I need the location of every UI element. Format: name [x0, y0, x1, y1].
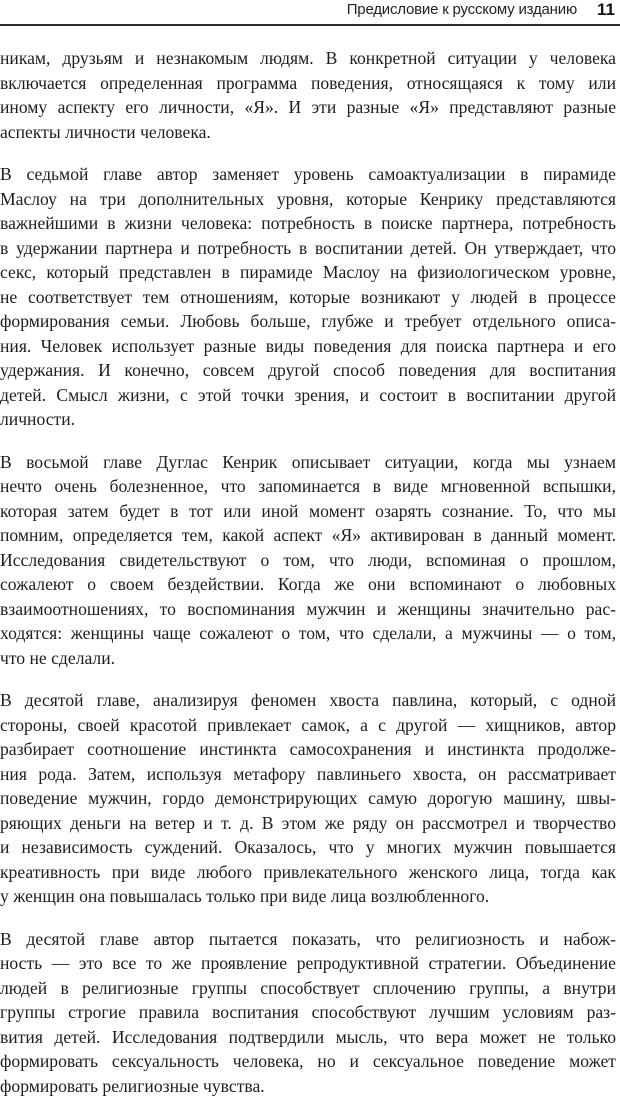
text-line: которая затем будет в тот или иной момент озарять сознание. То, что мы [0, 500, 616, 521]
text-line: личности. [0, 409, 76, 429]
text-line: ния. Человек использует разные виды поведения для поиска партнера и его [0, 335, 616, 356]
text-line: помним, определяется тем, какой аспект «Я» активирован в данный момент. [0, 525, 616, 545]
text-line: ния рода. Затем, используя метафору павлиньего хвоста, он рассматривает [0, 763, 616, 784]
paragraph [0, 688, 616, 909]
text-line: стороны, своей красотой привлекает самок, а с другой — хищников, автор [0, 714, 616, 735]
text-line: формировать сексуальность человека, но и сексуальное поведение может [0, 1051, 616, 1071]
text-line: иному аспекту его личности, «Я». И эти разные «Я» представляют разные [0, 97, 616, 117]
text-line: Маслоу на три дополнительных уровня, которые Кенрику представляются [0, 188, 616, 209]
text-line: сожалеют о своем бездействии. Когда же они вспоминают о любовных [0, 574, 616, 594]
text-line: нечто очень болезненное, что запоминается в виде мгновенной вспышки, [0, 476, 616, 496]
text-line: ность — это все то же проявление репродуктивной стратегии. Объединение [0, 953, 616, 973]
text-line: формирования семьи. Любовь больше, глубже и требует отдельного описа- [0, 311, 616, 331]
paragraph [0, 46, 616, 144]
text-line: формировать религиозные чувства. [0, 1075, 265, 1096]
text-line: включается определенная программа поведения, относящаяся к тому или [0, 72, 616, 93]
text-line: в удержании партнера и потребность в воспитании детей. Он утверждает, что [0, 237, 616, 258]
text-line: креативность при виде любого привлекательного женского лица, тогда как [0, 861, 616, 882]
text-line: секс, который представлен в пирамиде Маслоу на физиологическом уровне, [0, 262, 616, 282]
text-line: что не сделали. [0, 647, 116, 668]
page-number: 11 [597, 0, 615, 19]
text-line: и независимость суждений. Оказалось, что у многих мужчин повышается [0, 837, 616, 857]
text-line: людей в религиозные группы способствует сплочению группы, а внутри [0, 977, 616, 998]
text-line: В десятой главе автор пытается показать, что религиозность и набож- [0, 928, 616, 949]
running-header [0, 0, 620, 26]
text-line: В восьмой главе Дуглас Кенрик описывает ситуации, когда мы узнаем [0, 451, 616, 472]
header-rule [0, 24, 620, 26]
text-line: важнейшими в жизни человека: потребность в поиске партнера, потребность [0, 213, 616, 233]
text-line: у женщин она повышалась только при виде лица возлюбленного. [0, 886, 490, 906]
paragraph [0, 162, 616, 432]
text-line: не соответствует тем отношениям, которые возникают у людей в процессе [0, 286, 616, 307]
text-line: группы строгие правила воспитания способствуют лучшим условиям раз- [0, 1002, 616, 1022]
text-line: В седьмой главе автор заменяет уровень самоактуализации в пирамиде [0, 164, 616, 184]
text-line: аспекты личности человека. [0, 121, 211, 142]
text-line: ряющих деньги на ветер и т. д. В этом же ряду он рассмотрел и творчество [0, 812, 616, 833]
text-line: В десятой главе, анализируя феномен хвоста павлина, который, с одной [0, 690, 616, 710]
text-line: взаимоотношениях, то воспоминания мужчин и женщины значительно рас- [0, 598, 616, 619]
text-line: Исследования свидетельствуют о том, что люди, вспоминая о прошлом, [0, 549, 616, 570]
text-line: поведение мужчин, гордо демонстрирующих самую дорогую машину, швы- [0, 788, 616, 808]
text-line: разбирает соотношение инстинкта самосохранения и инстинкта продолже- [0, 739, 616, 759]
paragraph [0, 927, 616, 1099]
running-title: Предисловие к русскому изданию [346, 1, 577, 18]
body-text [0, 46, 616, 1116]
paragraph [0, 450, 616, 671]
text-line: вития детей. Исследования подтвердили мысль, что вера может не только [0, 1026, 616, 1047]
text-line: детей. Смысл жизни, с этой точки зрения, и состоит в воспитании другой [0, 384, 616, 405]
text-line: никам, друзьям и незнакомым людям. В конкретной ситуации у человека [0, 48, 616, 68]
text-line: удержания. И конечно, совсем другой способ поведения для воспитания [0, 360, 616, 380]
text-line: ходятся: женщины чаще сожалеют о том, что сделали, а мужчины — о том, [0, 623, 616, 643]
